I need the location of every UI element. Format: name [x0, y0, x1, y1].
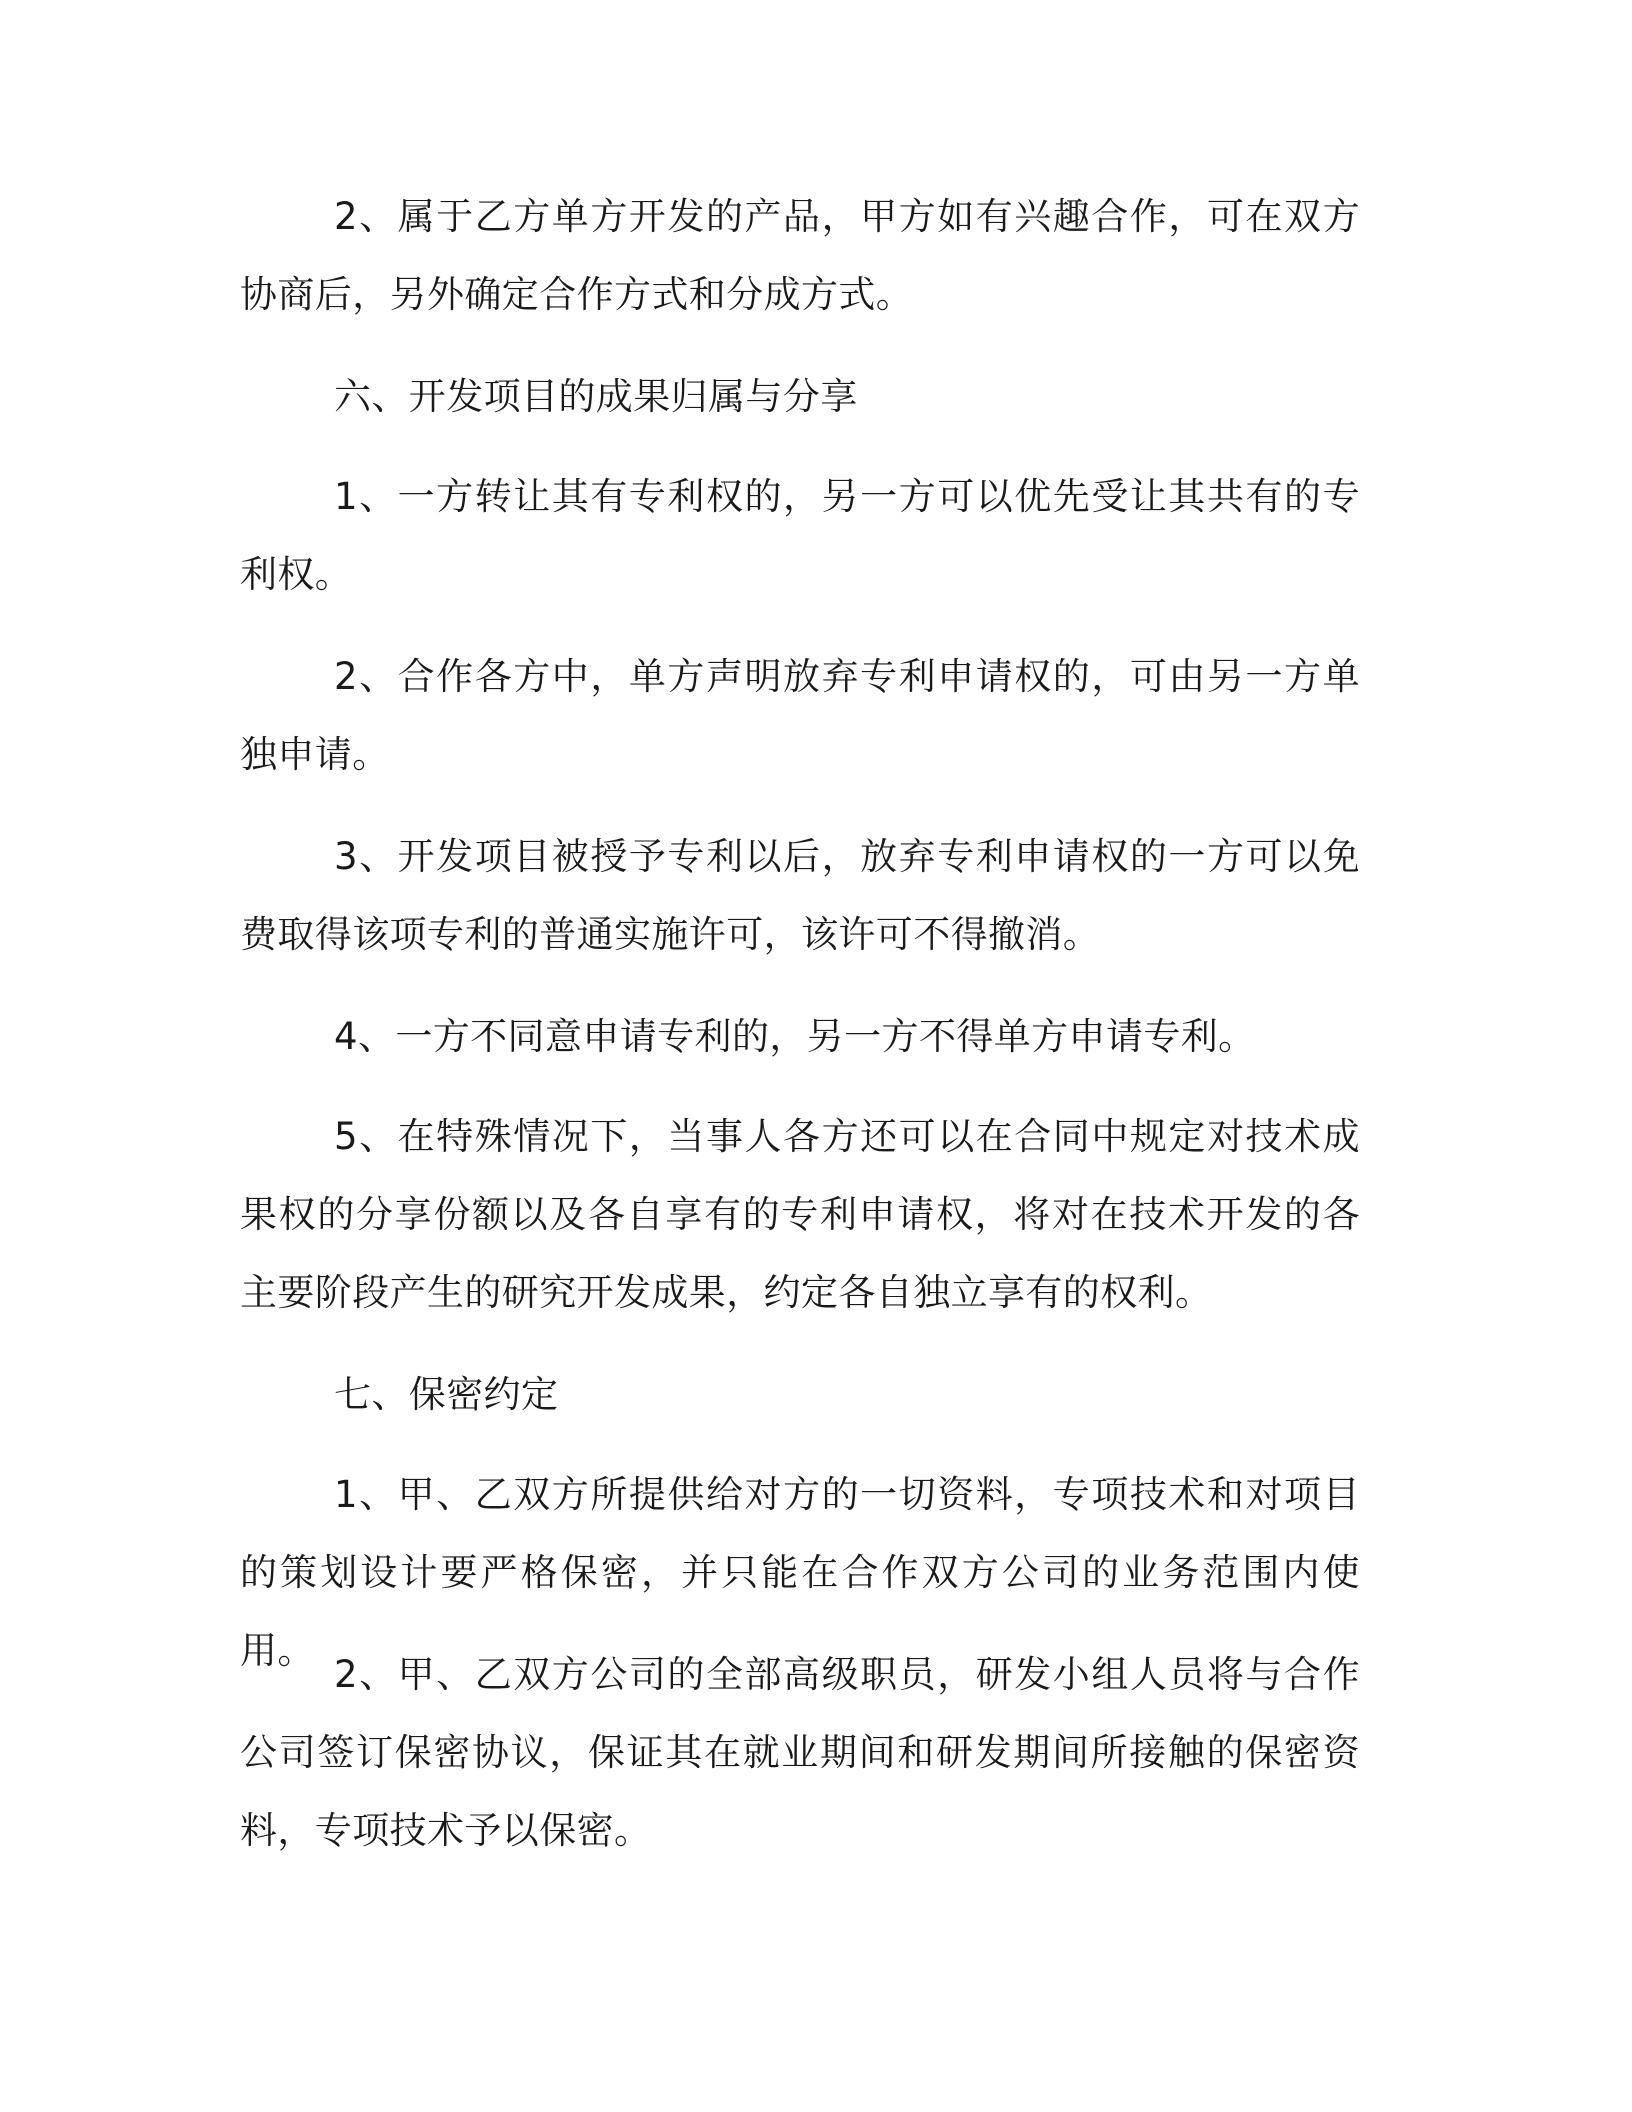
paragraph-clause-5-2: 2、属于乙方单方开发的产品，甲方如有兴趣合作，可在双方协商后，另外确定合作方式和分成方式。: [240, 195, 1360, 316]
section-heading-6: 六、开发项目的成果归属与分享: [334, 375, 858, 418]
paragraph-clause-7-2: 2、甲、乙双方公司的全部高级职员，研发小组人员将与合作公司签订保密协议，保证其在就业期间和研发期间所接触的保密资料，专项技术予以保密。: [240, 1653, 1360, 1852]
paragraph-clause-7-1: 1、甲、乙双方所提供给对方的一切资料，专项技术和对项目的策划设计要严格保密，并只能在合作双方公司的业务范围内使用。: [240, 1473, 1360, 1672]
paragraph-clause-6-5: 5、在特殊情况下，当事人各方还可以在合同中规定对技术成果权的分享份额以及各自享有的专利申请权，将对在技术开发的各主要阶段产生的研究开发成果，约定各自独立享有的权利。: [240, 1115, 1360, 1314]
paragraph-clause-6-4: 4、一方不同意申请专利的，另一方不得单方申请专利。: [334, 1015, 1256, 1058]
section-heading-7: 七、保密约定: [334, 1373, 559, 1416]
paragraph-clause-6-3: 3、开发项目被授予专利以后，放弃专利申请权的一方可以免费取得该项专利的普通实施许可，该许可不得撤消。: [240, 835, 1360, 956]
paragraph-clause-6-1: 1、一方转让其有专利权的，另一方可以优先受让其共有的专利权。: [240, 475, 1360, 596]
paragraph-clause-6-2: 2、合作各方中，单方声明放弃专利申请权的，可由另一方单独申请。: [240, 655, 1360, 776]
